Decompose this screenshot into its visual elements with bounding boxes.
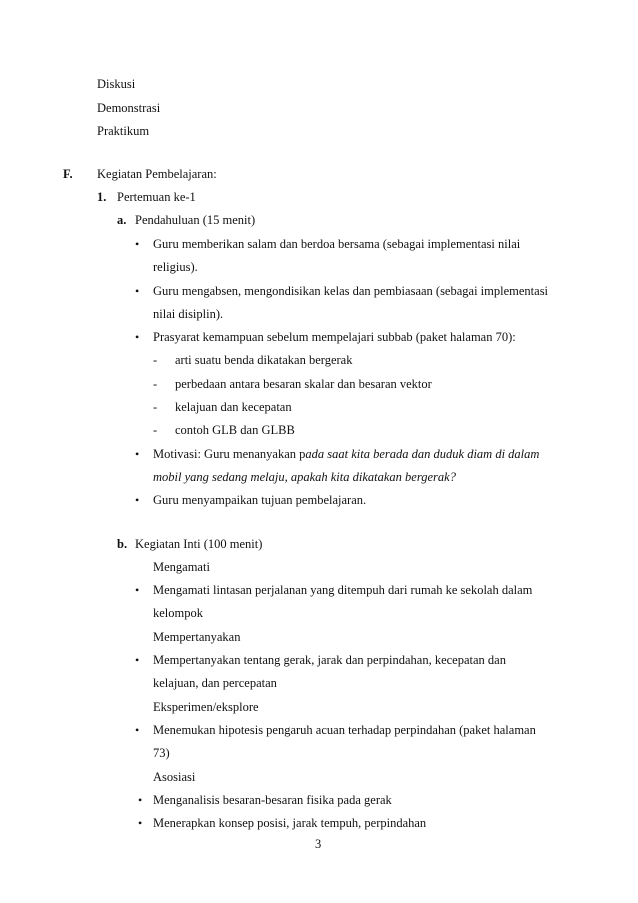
core-bullet-line: Mengamati lintasan perjalanan yang ditempuh dari rumah ke sekolah dalam	[153, 583, 533, 597]
prereq-item: kelajuan dan kecepatan	[175, 400, 292, 414]
step-heading: Asosiasi	[153, 770, 196, 784]
bullet-icon: •	[135, 493, 140, 507]
bullet-icon: •	[135, 330, 140, 344]
subsection-title: Pendahuluan (15 menit)	[135, 213, 256, 227]
page-number: 3	[315, 837, 322, 851]
meeting-number: 1.	[97, 190, 107, 204]
bullet-icon: •	[138, 793, 143, 807]
method-item: Demonstrasi	[97, 101, 161, 115]
subsection-title: Kegiatan Inti (100 menit)	[135, 537, 263, 551]
intro-bullet-line: Guru menyampaikan tujuan pembelajaran.	[153, 493, 367, 507]
bullet-icon: •	[135, 723, 140, 737]
intro-bullet-line: Prasyarat kemampuan sebelum mempelajari subbab (paket halaman 70):	[153, 330, 516, 344]
step-heading: Mempertanyakan	[153, 630, 241, 644]
intro-bullet-line: Guru mengabsen, mengondisikan kelas dan pembiasaan (sebagai implementasi	[153, 284, 549, 298]
core-bullet-line: 73)	[153, 746, 170, 760]
dash-icon: -	[153, 377, 158, 391]
motivation-prefix: Motivasi: Guru menanyakan p	[153, 447, 306, 461]
section-letter: F.	[63, 167, 73, 181]
subsection-letter: b.	[117, 537, 128, 551]
dash-icon: -	[153, 353, 158, 367]
prereq-item: contoh GLB dan GLBB	[175, 423, 295, 437]
dash-icon: -	[153, 423, 158, 437]
method-item: Diskusi	[97, 77, 136, 91]
step-heading: Eksperimen/eksplore	[153, 700, 259, 714]
subsection-letter: a.	[117, 213, 127, 227]
motivation-question: ada saat kita berada dan duduk diam di dalam	[305, 447, 540, 461]
core-bullet-line: Menerapkan konsep posisi, jarak tempuh, perpindahan	[153, 816, 427, 830]
core-bullet-line: kelajuan, dan percepatan	[153, 676, 277, 690]
bullet-icon: •	[138, 816, 143, 830]
method-item: Praktikum	[97, 124, 150, 138]
prereq-item: arti suatu benda dikatakan bergerak	[175, 353, 353, 367]
intro-bullet-line: Guru memberikan salam dan berdoa bersama (sebagai implementasi nilai	[153, 237, 521, 251]
step-heading: Mengamati	[153, 560, 210, 574]
section-title: Kegiatan Pembelajaran:	[97, 167, 217, 181]
bullet-icon: •	[135, 237, 140, 251]
intro-bullet-line: religius).	[153, 260, 198, 274]
bullet-icon: •	[135, 284, 140, 298]
meeting-title: Pertemuan ke-1	[117, 190, 196, 204]
core-bullet-line: Menganalisis besaran-besaran fisika pada gerak	[153, 793, 392, 807]
core-bullet-line: kelompok	[153, 606, 203, 620]
bullet-icon: •	[135, 653, 140, 667]
motivation-line	[153, 446, 539, 462]
dash-icon: -	[153, 400, 158, 414]
prereq-item: perbedaan antara besaran skalar dan besaran vektor	[175, 377, 432, 391]
motivation-question: mobil yang sedang melaju, apakah kita dikatakan bergerak?	[153, 470, 456, 484]
core-bullet-line: Mempertanyakan tentang gerak, jarak dan perpindahan, kecepatan dan	[153, 653, 506, 667]
core-bullet-line: Menemukan hipotesis pengaruh acuan terhadap perpindahan (paket halaman	[153, 723, 536, 737]
bullet-icon: •	[135, 447, 140, 461]
intro-bullet-line: nilai disiplin).	[153, 307, 224, 321]
bullet-icon: •	[135, 583, 140, 597]
